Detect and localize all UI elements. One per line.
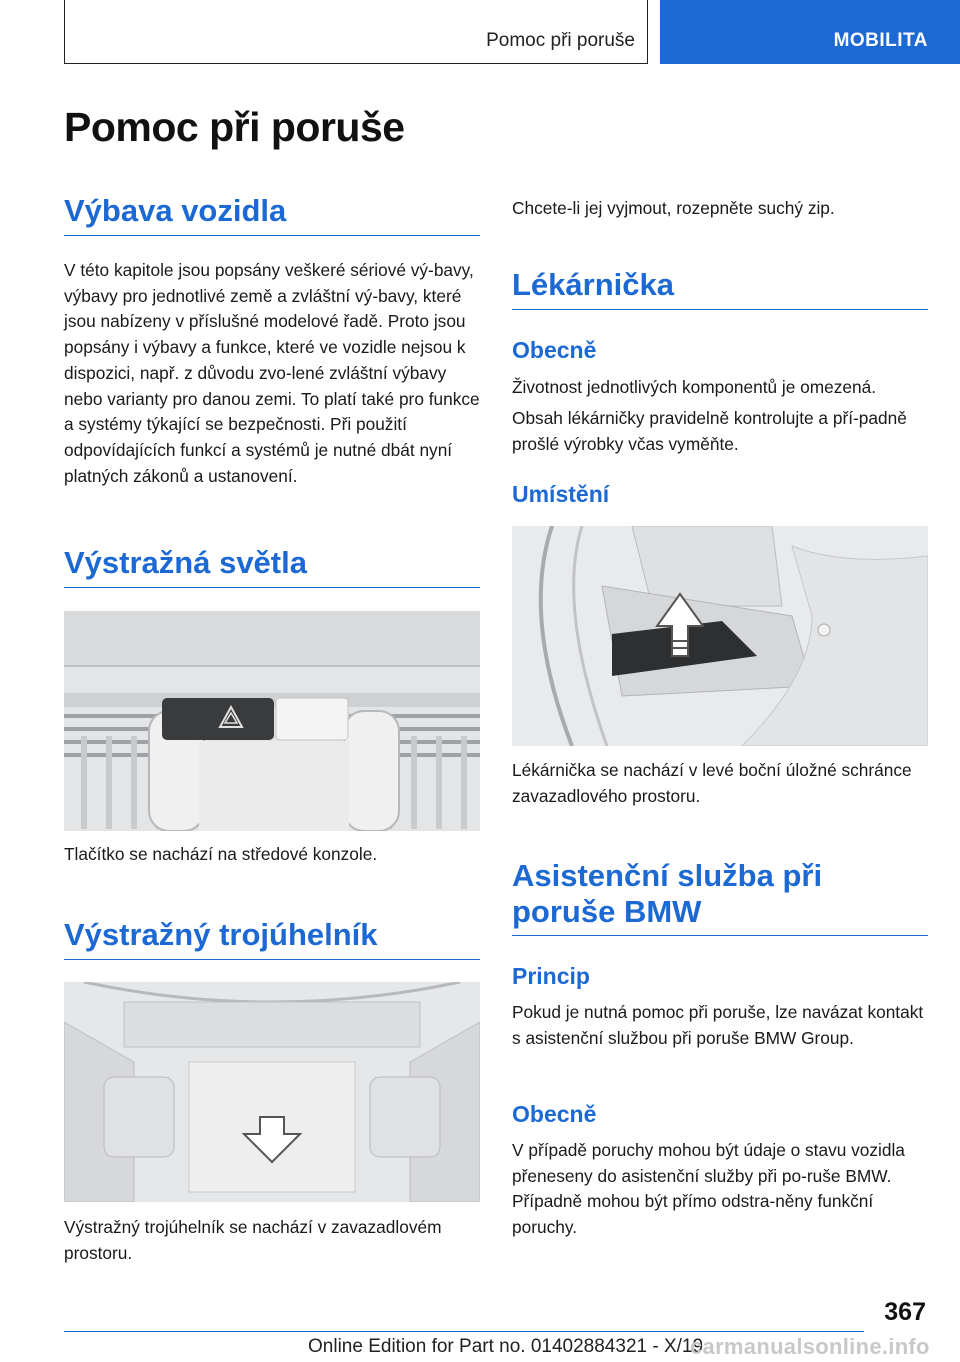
section-title-asistencni-sluzba: Asistenční služba při poruše BMW [512,858,928,936]
trunk-side-illustration [512,526,928,746]
trojuhelnik-caption: Výstražný trojúhelník se nachází v zavazadlovém prostoru. [64,1217,442,1263]
dashboard-illustration [64,611,480,831]
header-chapter-label: MOBILITA [833,30,928,51]
lekarnicka-obecne-text-1: Životnost jednotlivých komponentů je omezená. [512,377,877,397]
header-section-label: Pomoc při poruše [486,30,635,51]
hazard-button-image [64,611,480,831]
subsection-title-princip: Princip [512,963,590,989]
header-section-tab [64,0,648,64]
section-title-trojuhelnik: Výstražný trojúhelník [64,917,480,960]
asistencni-obecne-text: V případě poruchy mohou být údaje o stavu vozidla přeneseny do asistenční služby při po-ruše BMW. Případně mohou být přímo odstra-něny funkční poruchy. [512,1140,905,1238]
section-title-vybava: Výbava vozidla [64,193,480,236]
princip-text: Pokud je nutná pomoc při poruše, lze navázat kontakt s asistenční službou při poruše BMW Group. [512,1002,924,1048]
subsection-title-umisteni: Umístění [512,481,610,507]
vystrazna-svetla-caption: Tlačítko se nachází na středové konzole. [64,844,378,864]
footer-divider [64,1331,864,1332]
header-chapter-tab [660,0,960,64]
page-number: 367 [884,1298,926,1326]
trojuhelnik-removal-note: Chcete-li jej vyjmout, rozepněte suchý zip. [512,198,835,218]
lekarnicka-obecne-text-2: Obsah lékárničky pravidelně kontrolujte a pří-padně prošlé výrobky včas vyměňte. [512,408,907,454]
subsection-title-lekarnicka-obecne: Obecně [512,337,597,363]
section-title-vystrazna-svetla: Výstražná světla [64,545,480,588]
warning-triangle-image [64,982,480,1202]
page-title: Pomoc při poruše [64,104,405,150]
watermark: carmanualsonline.info [690,1334,930,1359]
vybava-text: V této kapitole jsou popsány veškeré sériové vý-bavy, výbavy pro jednotlivé země a zvláštní vý-bavy, které jsou nabízeny v příslušné modelové řadě. Proto jsou popsány i výbavy a funkce, které ve vozidle nejsou k dispozici, např. z důvodu zvo-lené zvláštní výbavy nebo varianty pro danou zemi. To platí také pro funkce a systémy týkající se bezpečnosti. Při použití odpovídajících funkcí a systémů je nutné dbát nyní platných zákonů a ustanovení. [64,260,480,486]
trunk-illustration [64,982,480,1202]
subsection-title-asistencni-obecne: Obecně [512,1101,597,1127]
lekarnicka-caption: Lékárnička se nachází v levé boční úložné schránce zavazadlového prostoru. [512,760,912,806]
footer-edition: Online Edition for Part no. 01402884321 - X/19 [308,1336,704,1357]
section-title-lekarnicka: Lékárnička [512,267,928,310]
first-aid-kit-image [512,526,928,746]
